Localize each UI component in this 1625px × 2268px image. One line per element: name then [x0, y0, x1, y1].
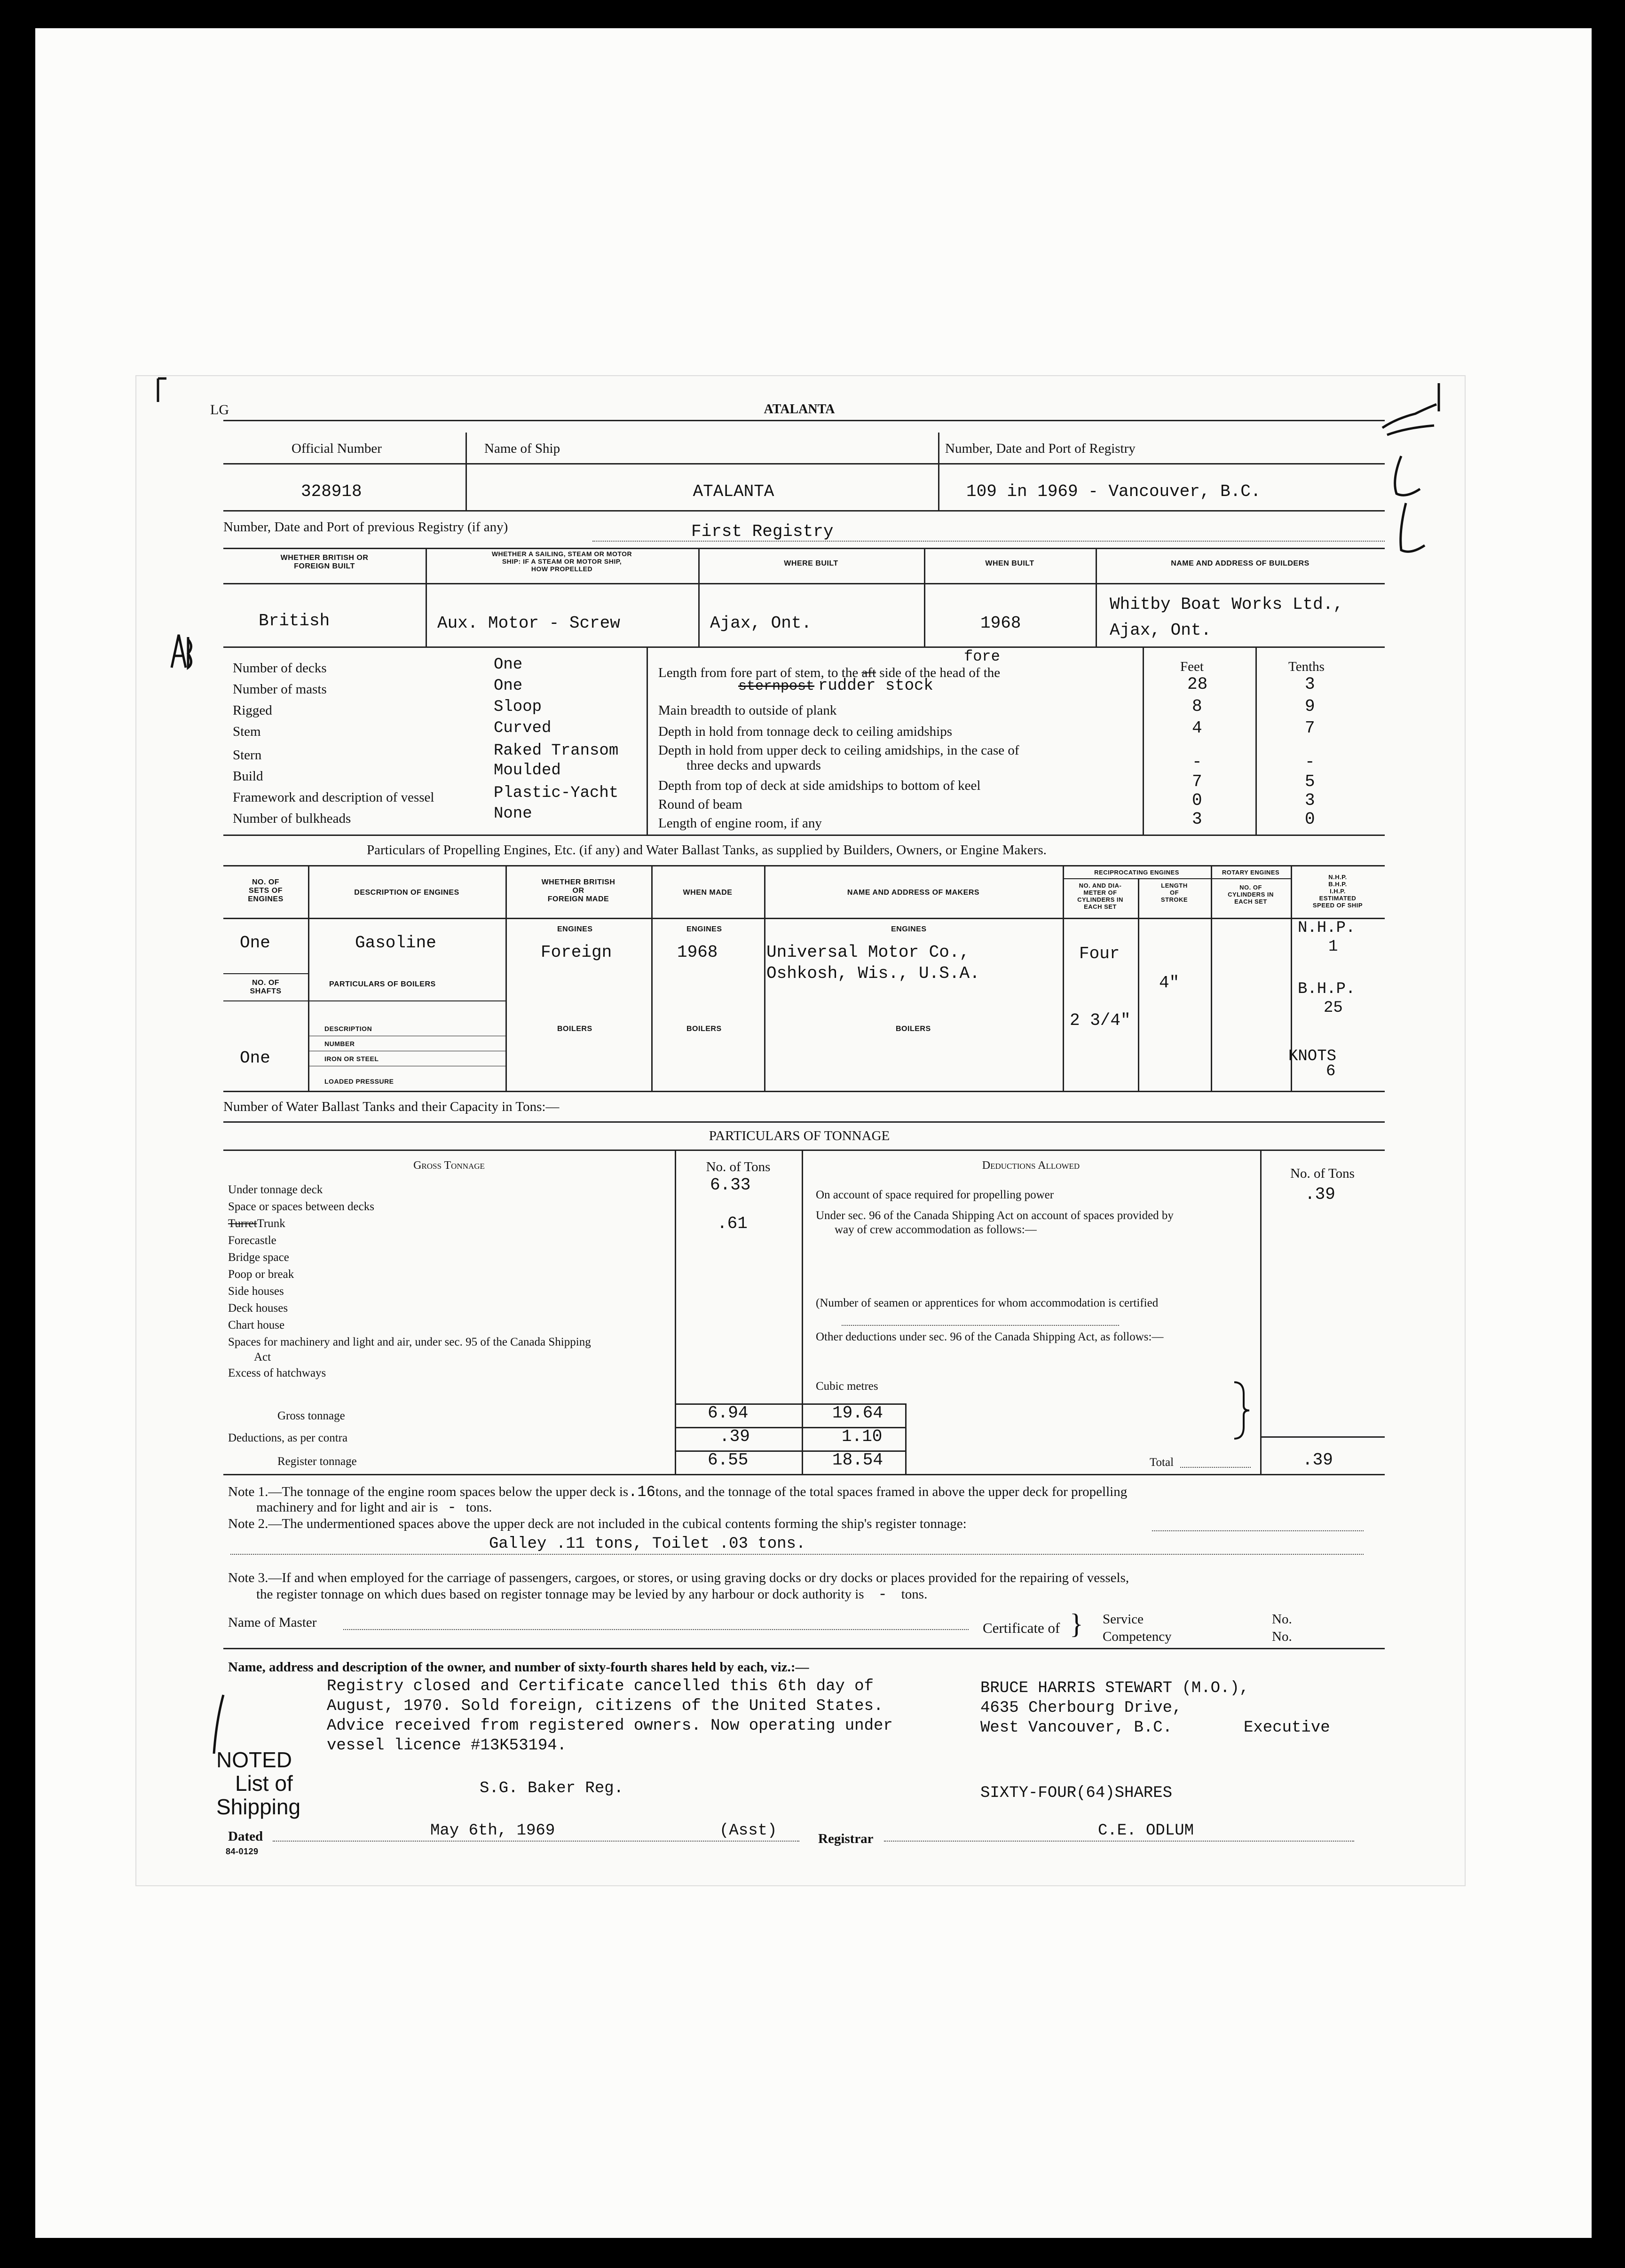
dimension-label: Round of beam — [658, 797, 742, 812]
header-cylinders: NO. AND DIA- METER OF CYLINDERS IN EACH SET — [1077, 882, 1123, 910]
closure-remark-1: Registry closed and Certificate cancelled this 6th day of — [327, 1677, 874, 1695]
header-where-built: WHERE BUILT — [784, 559, 838, 567]
makers-line-2: Oshkosh, Wis., U.S.A. — [766, 964, 980, 983]
bhp-label: B.H.P. — [1298, 980, 1356, 998]
signer: S.G. Baker Reg. — [480, 1780, 624, 1797]
tenths-value: 3 — [1305, 675, 1315, 694]
length-typed-struck: sternpost — [738, 678, 815, 694]
gross-item-trunk: TurretTrunk — [228, 1217, 285, 1230]
noted-stamp: NOTED List of Shipping — [216, 1748, 301, 1819]
deduction-value: .39 — [1305, 1185, 1335, 1204]
rule — [230, 1554, 1364, 1555]
no-of-tons-label: No. of Tons — [706, 1159, 771, 1174]
deduction-crew: Under sec. 96 of the Canada Shipping Act on account of spaces provided by — [816, 1209, 1174, 1222]
gross-item: Act — [254, 1351, 271, 1363]
rule — [308, 865, 309, 1091]
under-deck-tons: 6.33 — [710, 1175, 751, 1195]
previous-registry: First Registry — [691, 522, 834, 541]
rule — [223, 548, 1385, 549]
particular-label: Rigged — [233, 703, 272, 718]
ship-name-label: Name of Ship — [484, 441, 560, 456]
deduction-seamen: (Number of seamen or apprentices for whom accommodation is certified — [816, 1297, 1159, 1309]
rule — [223, 463, 1385, 465]
ship-title-header: ATALANTA — [764, 402, 835, 417]
closure-remark-3: Advice received from registered owners. Now operating under — [327, 1717, 893, 1735]
rule — [1063, 878, 1291, 879]
tenths-value: 5 — [1305, 772, 1315, 791]
assistant-mark: (Asst) — [719, 1822, 777, 1840]
engine-british: Foreign — [541, 943, 612, 962]
feet-value: 28 — [1187, 675, 1208, 694]
gross-item: Spaces for machinery and light and air, under sec. 95 of the Canada Shipping — [228, 1336, 591, 1348]
rule — [884, 1841, 1354, 1842]
header-british-made: WHETHER BRITISH OR FOREIGN MADE — [541, 878, 615, 903]
particular-value: None — [494, 805, 532, 823]
dimension-label: Depth in hold from upper deck to ceiling amidships, in the case of — [658, 743, 1019, 758]
certificate-brace: } — [1070, 1608, 1083, 1639]
sub-engines: ENGINES — [557, 925, 593, 933]
dimension-label: Main breadth to outside of plank — [658, 703, 837, 718]
service-no-label: No. — [1272, 1612, 1292, 1627]
ballast-label: Number of Water Ballast Tanks and their Capacity in Tons:— — [223, 1099, 560, 1114]
rule — [465, 433, 467, 510]
header-builders: NAME AND ADDRESS OF BUILDERS — [1171, 559, 1309, 567]
particular-label: Number of bulkheads — [233, 811, 351, 826]
length-fore-insert: fore — [964, 648, 1000, 665]
nhp-value: 1 — [1328, 938, 1338, 956]
previous-registry-label: Number, Date and Port of previous Registry (if any) — [223, 520, 508, 535]
header-makers: NAME AND ADDRESS OF MAKERS — [847, 889, 980, 897]
rule — [223, 835, 1385, 836]
rule — [223, 973, 308, 974]
ship-name: ATALANTA — [693, 482, 774, 501]
check-mark-icon — [1378, 400, 1444, 442]
particular-value: Moulded — [494, 762, 561, 780]
note-2-value: Galley .11 tons, Toilet .03 tons. — [489, 1535, 806, 1553]
boilers-label: PARTICULARS OF BOILERS — [329, 980, 436, 988]
gross-tonnage-label: Gross Tonnage — [413, 1159, 485, 1172]
owner-address-1: 4635 Cherbourg Drive, — [980, 1699, 1182, 1717]
sub-engines: ENGINES — [686, 925, 722, 933]
cylinder-diameter: 2 3/4" — [1070, 1011, 1131, 1030]
deductions-label: Deductions Allowed — [982, 1159, 1080, 1172]
cubic-metres-label: Cubic metres — [816, 1380, 878, 1393]
gross-item: Under tonnage deck — [228, 1183, 323, 1196]
rule — [1260, 1150, 1262, 1474]
header-sets: NO. OF SETS OF ENGINES — [248, 878, 284, 903]
sub-boilers: BOILERS — [557, 1025, 592, 1033]
registrar-label: Registrar — [818, 1831, 874, 1846]
length-typed: rudder stock — [818, 677, 933, 695]
rule — [592, 541, 1385, 542]
rule — [1255, 646, 1257, 835]
rule — [842, 1325, 1119, 1326]
feet-label: Feet — [1180, 659, 1204, 674]
rule — [802, 1150, 803, 1474]
particular-value: Sloop — [494, 698, 542, 716]
rule — [1138, 879, 1139, 1091]
form-number: 84-0129 — [226, 1847, 259, 1856]
particular-value: Plastic-Yacht — [494, 784, 619, 802]
rule — [1260, 1436, 1385, 1438]
particular-label: Framework and description of vessel — [233, 790, 434, 805]
official-number: 328918 — [301, 482, 362, 501]
dated-label: Dated — [228, 1829, 263, 1844]
cylinders-count: Four — [1079, 944, 1120, 963]
boiler-row: IRON OR STEEL — [324, 1055, 379, 1063]
rule — [343, 1629, 969, 1630]
british-built: British — [259, 611, 330, 630]
header-when-made: WHEN MADE — [683, 889, 733, 897]
gross-tonnage-tons: 6.94 — [708, 1403, 749, 1423]
deductions-metres: 1.10 — [842, 1427, 883, 1446]
boiler-row: NUMBER — [324, 1040, 355, 1047]
total-value: .39 — [1302, 1450, 1333, 1470]
rule — [1180, 1467, 1251, 1468]
dimension-label: Depth in hold from tonnage deck to ceiling amidships — [658, 724, 952, 739]
official-number-label: Official Number — [292, 441, 382, 456]
certificate-label: Certificate of — [983, 1620, 1060, 1636]
deduction-propelling: On account of space required for propelling power — [816, 1189, 1054, 1201]
gross-item: Side houses — [228, 1285, 284, 1298]
total-label: Total — [1150, 1456, 1174, 1469]
tenths-label: Tenths — [1288, 659, 1325, 674]
master-label: Name of Master — [228, 1615, 317, 1630]
feet-value: 7 — [1192, 772, 1202, 791]
register-tonnage-metres: 18.54 — [832, 1450, 883, 1470]
length-label: Length from fore part of stem, to the aft side of the head of the — [658, 665, 1001, 680]
gross-item: Excess of hatchways — [228, 1367, 326, 1379]
gross-item: Deck houses — [228, 1302, 288, 1315]
header-rotary: ROTARY ENGINES — [1222, 869, 1280, 876]
rule — [223, 918, 1385, 919]
tenths-value: 7 — [1305, 718, 1315, 738]
builders-line-1: Whitby Boat Works Ltd., — [1110, 595, 1343, 614]
dimension-label: Length of engine room, if any — [658, 816, 822, 831]
header-stroke: LENGTH OF STROKE — [1160, 882, 1188, 903]
registrar-name: C.E. ODLUM — [1098, 1822, 1194, 1840]
rule — [938, 433, 939, 510]
engine-sets: One — [240, 933, 270, 953]
note-1-cont: machinery and for light and air is - tons. — [256, 1499, 492, 1516]
owner-label: Name, address and description of the owner, and number of sixty-fourth shares held by each, viz.:— — [228, 1660, 809, 1675]
tenths-value: - — [1305, 752, 1315, 772]
gross-item: Bridge space — [228, 1251, 289, 1264]
gross-tonnage-total-label: Gross tonnage — [277, 1410, 345, 1422]
rule — [273, 1841, 799, 1842]
gross-item: Forecastle — [228, 1234, 276, 1247]
rule — [223, 583, 1385, 584]
closure-remark-2: August, 1970. Sold foreign, citizens of the United States. — [327, 1697, 883, 1715]
note-2: Note 2.—The undermentioned spaces above the upper deck are not included in the cubical contents forming the ship's register tonnage: — [228, 1516, 967, 1531]
feet-value: 0 — [1192, 791, 1202, 810]
rule — [905, 1403, 907, 1474]
feet-value: 3 — [1192, 810, 1202, 829]
header-rotary-cylinders: NO. OF CYLINDERS IN EACH SET — [1228, 884, 1274, 905]
how-propelled: Aux. Motor - Screw — [437, 614, 620, 633]
tonnage-title: PARTICULARS OF TONNAGE — [709, 1128, 890, 1143]
rule — [1152, 1530, 1364, 1531]
header-british-built: WHETHER BRITISH OR FOREIGN BUILT — [280, 554, 369, 570]
particular-value: Raked Transom — [494, 742, 619, 760]
rule — [223, 1000, 505, 1001]
rule — [1143, 646, 1144, 835]
closure-remark-4: vessel licence #13K53194. — [327, 1737, 567, 1755]
boiler-row: LOADED PRESSURE — [324, 1078, 394, 1085]
particular-label: Stem — [233, 724, 261, 739]
competency-no-label: No. — [1272, 1629, 1292, 1644]
dimension-label-2: three decks and upwards — [686, 758, 821, 773]
header-shafts: NO. OF SHAFTS — [250, 979, 282, 995]
dated-value: May 6th, 1969 — [430, 1822, 555, 1840]
register-tonnage-label: Register tonnage — [277, 1455, 357, 1468]
trunk-tons: .61 — [717, 1214, 748, 1233]
tenths-value: 9 — [1305, 697, 1315, 716]
sub-boilers: BOILERS — [686, 1025, 722, 1033]
header-reciprocating: RECIPROCATING ENGINES — [1094, 869, 1179, 876]
feet-value: - — [1192, 752, 1202, 772]
particular-value: One — [494, 656, 523, 674]
gross-item: Chart house — [228, 1319, 285, 1331]
rule — [651, 865, 653, 1091]
note-3: Note 3.—If and when employed for the carriage of passengers, cargoes, or stores, or using graving docks or dry docks or places provided for the repairing of vessels, — [228, 1570, 1129, 1585]
particular-label: Number of decks — [233, 661, 327, 676]
nhp-label: N.H.P. — [1298, 919, 1356, 937]
particular-value: Curved — [494, 719, 552, 737]
service-label: Service — [1103, 1612, 1144, 1627]
gross-item: Space or spaces between decks — [228, 1200, 374, 1213]
knots-value: 6 — [1326, 1063, 1336, 1080]
brace-icon — [1230, 1380, 1253, 1441]
makers-line-1: Universal Motor Co., — [766, 943, 970, 962]
ink-mark-l2-icon — [1380, 498, 1427, 564]
engines-title: Particulars of Propelling Engines, Etc. (if any) and Water Ballast Tanks, as supplied by Builders, Owners, or Engine Makers. — [367, 843, 1047, 858]
tenths-value: 3 — [1305, 791, 1315, 810]
knots-label: KNOTS — [1288, 1047, 1337, 1065]
rule — [647, 646, 648, 835]
dimension-label: Depth from top of deck at side amidships to bottom of keel — [658, 778, 981, 793]
shares: SIXTY-FOUR(64)SHARES — [980, 1784, 1173, 1802]
when-built: 1968 — [980, 614, 1021, 633]
gross-tonnage-metres: 19.64 — [832, 1403, 883, 1423]
sub-boilers: BOILERS — [896, 1025, 931, 1033]
where-built: Ajax, Ont. — [710, 614, 812, 633]
rule — [675, 1150, 676, 1474]
header-horsepower: N.H.P. B.H.P. I.H.P. ESTIMATED SPEED OF SHIP — [1312, 874, 1363, 909]
rule — [223, 510, 1385, 512]
rule — [223, 1474, 1385, 1475]
shafts-count: One — [240, 1048, 270, 1068]
particular-value: One — [494, 677, 523, 695]
registry-port: 109 in 1969 - Vancouver, B.C. — [966, 482, 1261, 501]
no-of-tons-right-label: No. of Tons — [1290, 1166, 1355, 1181]
rule — [223, 1091, 1385, 1092]
header-when-built: WHEN BUILT — [985, 559, 1034, 567]
engine-when-made: 1968 — [677, 943, 718, 962]
tenths-value: 0 — [1305, 810, 1315, 829]
owner-address-2: West Vancouver, B.C. — [980, 1719, 1173, 1737]
owner-name: BRUCE HARRIS STEWART (M.O.), — [980, 1679, 1249, 1697]
particular-label: Build — [233, 769, 263, 784]
header-how-propelled: WHETHER A SAILING, STEAM OR MOTOR SHIP: IF A STEAM OR MOTOR SHIP, HOW PROPELLED — [491, 550, 632, 573]
register-tonnage-tons: 6.55 — [708, 1450, 749, 1470]
deductions-contra-label: Deductions, as per contra — [228, 1432, 348, 1444]
bhp-value: 25 — [1324, 999, 1343, 1017]
note-1: Note 1.—The tonnage of the engine room spaces below the upper deck is.16tons, and the tonnage of the total spaces framed in above the upper deck for propelling — [228, 1483, 1128, 1501]
particular-label: Stern — [233, 748, 262, 763]
rule — [223, 420, 1385, 421]
initials-ab-icon — [167, 630, 195, 672]
header-engine-desc: DESCRIPTION OF ENGINES — [354, 889, 459, 897]
rule — [223, 646, 1385, 648]
rule — [223, 1648, 1385, 1649]
particular-label: Number of masts — [233, 682, 327, 697]
rule — [764, 865, 765, 1091]
deduction-crew-2: way of crew accommodation as follows:— — [835, 1223, 1037, 1236]
stroke-length: 4" — [1159, 973, 1180, 992]
builders-line-2: Ajax, Ont. — [1110, 621, 1212, 640]
competency-label: Competency — [1103, 1629, 1172, 1644]
boiler-row: DESCRIPTION — [324, 1025, 372, 1032]
deductions-tons: .39 — [719, 1427, 750, 1446]
gross-item: Poop or break — [228, 1268, 294, 1281]
rule — [223, 1121, 1385, 1123]
owner-description: Executive — [1244, 1719, 1330, 1737]
feet-value: 4 — [1192, 718, 1202, 738]
registry-port-label: Number, Date and Port of Registry — [945, 441, 1136, 456]
note-3-cont: the register tonnage on which dues based on register tonnage may be levied by any harbour or dock authority is - tons. — [256, 1586, 928, 1603]
engine-description: Gasoline — [355, 933, 436, 953]
sub-engines: ENGINES — [891, 925, 927, 933]
deduction-other: Other deductions under sec. 96 of the Canada Shipping Act, as follows:— — [816, 1331, 1164, 1343]
form-code-lg: LG — [210, 402, 229, 417]
margin-bracket-left-icon — [150, 376, 168, 404]
rule — [223, 1150, 1385, 1151]
feet-value: 8 — [1192, 697, 1202, 716]
